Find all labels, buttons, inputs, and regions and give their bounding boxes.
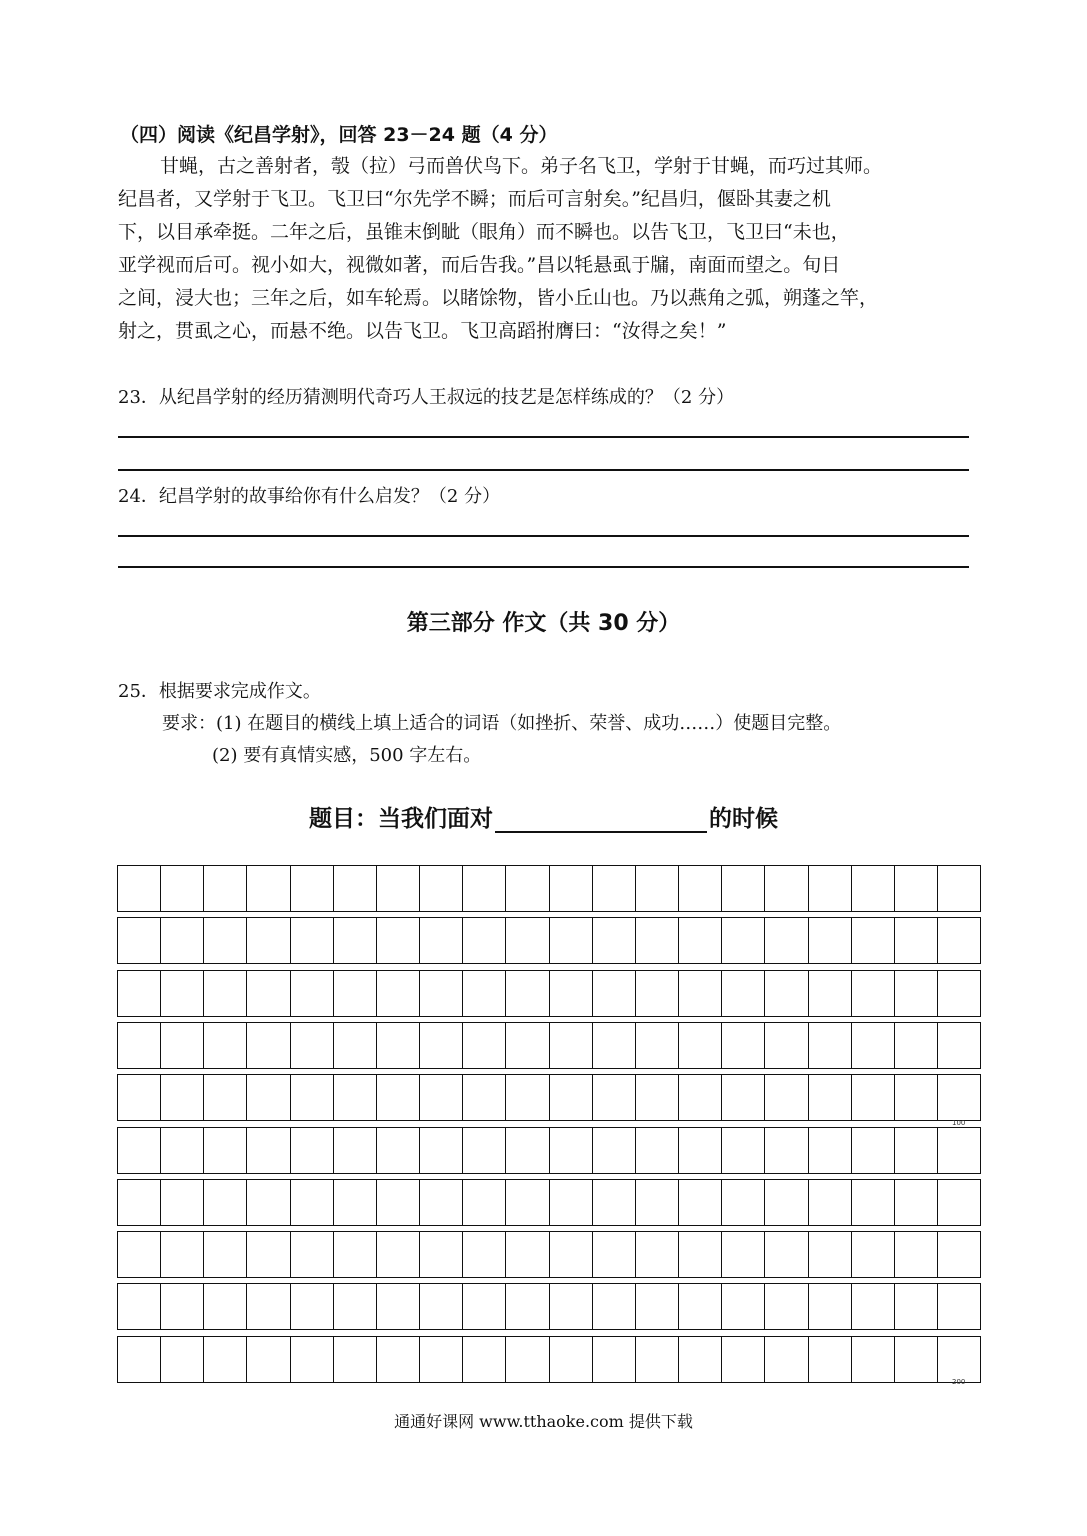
- grid-cell[interactable]: [291, 1180, 334, 1225]
- grid-cell[interactable]: [118, 971, 161, 1016]
- grid-cell[interactable]: [636, 918, 679, 963]
- grid-cell[interactable]: [593, 918, 636, 963]
- grid-cell[interactable]: [895, 1075, 938, 1120]
- section-title: （四）阅读《纪昌学射》，回答 23－24 题（4 分）: [120, 124, 558, 146]
- grid-cell[interactable]: [809, 1284, 852, 1329]
- grid-cell[interactable]: [550, 1284, 593, 1329]
- passage: [118, 150, 973, 348]
- grid-cell[interactable]: [852, 1337, 895, 1382]
- grid-cell[interactable]: [938, 1023, 980, 1068]
- grid-cell[interactable]: [334, 1075, 377, 1120]
- grid-cell[interactable]: [895, 1128, 938, 1173]
- grid-cell[interactable]: [636, 866, 679, 911]
- grid-cell[interactable]: [420, 1128, 463, 1173]
- grid-cell[interactable]: [938, 1075, 980, 1120]
- grid-cell[interactable]: [334, 1284, 377, 1329]
- grid-cell[interactable]: [852, 918, 895, 963]
- grid-cell[interactable]: [809, 971, 852, 1016]
- grid-cell[interactable]: [161, 1023, 204, 1068]
- grid-cell[interactable]: [593, 971, 636, 1016]
- grid-cell[interactable]: [895, 1337, 938, 1382]
- footer: 通通好课网 www.tthaoke.com 提供下载: [394, 1412, 693, 1431]
- grid-cell[interactable]: [593, 1337, 636, 1382]
- grid-cell[interactable]: [722, 1232, 765, 1277]
- grid-cell[interactable]: [506, 918, 549, 963]
- grid-cell[interactable]: [204, 1284, 247, 1329]
- grid-cell[interactable]: [118, 918, 161, 963]
- grid-cell[interactable]: [334, 1023, 377, 1068]
- grid-cell[interactable]: [636, 1128, 679, 1173]
- grid-cell[interactable]: [247, 1337, 290, 1382]
- grid-cell[interactable]: [550, 1337, 593, 1382]
- grid-cell[interactable]: [463, 1075, 506, 1120]
- grid-cell[interactable]: [463, 1180, 506, 1225]
- grid-cell[interactable]: [420, 918, 463, 963]
- grid-row: [117, 1283, 981, 1330]
- grid-cell[interactable]: [809, 1075, 852, 1120]
- grid-cell[interactable]: [593, 866, 636, 911]
- grid-cell[interactable]: [506, 1180, 549, 1225]
- grid-cell[interactable]: [938, 1232, 980, 1277]
- grid-cell[interactable]: [636, 1180, 679, 1225]
- grid-cell[interactable]: [377, 1337, 420, 1382]
- grid-cell[interactable]: [291, 1232, 334, 1277]
- grid-cell[interactable]: [809, 1023, 852, 1068]
- grid-cell[interactable]: [679, 1337, 722, 1382]
- grid-cell[interactable]: [636, 1337, 679, 1382]
- grid-cell[interactable]: [593, 1128, 636, 1173]
- grid-cell[interactable]: [593, 1284, 636, 1329]
- grid-cell[interactable]: [463, 971, 506, 1016]
- essay-title-blank[interactable]: [495, 803, 707, 833]
- grid-row: [117, 1074, 981, 1121]
- grid-cell[interactable]: [291, 1128, 334, 1173]
- grid-cell[interactable]: [420, 866, 463, 911]
- grid-cell[interactable]: [765, 1128, 808, 1173]
- grid-cell[interactable]: [161, 1284, 204, 1329]
- grid-cell[interactable]: [722, 971, 765, 1016]
- grid-cell[interactable]: [377, 1075, 420, 1120]
- grid-cell[interactable]: [679, 1232, 722, 1277]
- grid-cell[interactable]: [247, 1180, 290, 1225]
- grid-cell[interactable]: [291, 1075, 334, 1120]
- grid-cell[interactable]: [420, 971, 463, 1016]
- grid-cell[interactable]: [809, 1232, 852, 1277]
- grid-cell[interactable]: [334, 1180, 377, 1225]
- grid-cell[interactable]: [420, 1023, 463, 1068]
- grid-cell[interactable]: [636, 1232, 679, 1277]
- grid-cell[interactable]: [722, 918, 765, 963]
- grid-cell[interactable]: [204, 1180, 247, 1225]
- grid-cell[interactable]: [420, 1337, 463, 1382]
- grid-cell[interactable]: [852, 1023, 895, 1068]
- grid-cell[interactable]: [679, 918, 722, 963]
- grid-row: [117, 970, 981, 1017]
- grid-cell[interactable]: [247, 1128, 290, 1173]
- grid-cell[interactable]: [377, 866, 420, 911]
- grid-cell[interactable]: [938, 1284, 980, 1329]
- passage-line: 亚学视而后可。视小如大，视微如著，而后告我。”昌以牦悬虱于牖，南面而望之。旬日: [118, 254, 841, 276]
- grid-cell[interactable]: [291, 1337, 334, 1382]
- grid-cell[interactable]: [809, 1180, 852, 1225]
- passage-line: 射之，贯虱之心，而悬不绝。以告飞卫。飞卫高蹈拊膺曰：“汝得之矣！”: [118, 320, 727, 342]
- grid-cell[interactable]: [204, 866, 247, 911]
- grid-cell[interactable]: [334, 1337, 377, 1382]
- grid-cell[interactable]: [679, 1075, 722, 1120]
- grid-cell[interactable]: [247, 1075, 290, 1120]
- grid-cell[interactable]: [938, 1128, 980, 1173]
- grid-cell[interactable]: [550, 1180, 593, 1225]
- grid-cell[interactable]: [204, 1128, 247, 1173]
- grid-cell[interactable]: [852, 866, 895, 911]
- grid-cell[interactable]: [204, 1337, 247, 1382]
- grid-cell[interactable]: [161, 1075, 204, 1120]
- grid-cell[interactable]: [895, 866, 938, 911]
- grid-cell[interactable]: [636, 971, 679, 1016]
- grid-cell[interactable]: [765, 1180, 808, 1225]
- passage-line: 下，以目承牵挺。二年之后，虽锥末倒眦（眼角）而不瞬也。以告飞卫，飞卫曰“未也，: [118, 221, 850, 243]
- grid-cell[interactable]: [506, 1128, 549, 1173]
- grid-cell[interactable]: [852, 1180, 895, 1225]
- grid-cell[interactable]: [291, 1023, 334, 1068]
- grid-cell[interactable]: [204, 1023, 247, 1068]
- grid-cell[interactable]: [593, 1232, 636, 1277]
- grid-row: [117, 1336, 981, 1383]
- passage-line: 之间，浸大也；三年之后，如车轮焉。以睹馀物，皆小丘山也。乃以燕角之弧，朔蓬之竿，: [118, 287, 879, 309]
- grid-cell[interactable]: [550, 1232, 593, 1277]
- grid-cell[interactable]: [463, 918, 506, 963]
- question-25: 25．根据要求完成作文。: [118, 681, 321, 702]
- grid-cell[interactable]: [247, 971, 290, 1016]
- requirement-1: 要求：(1) 在题目的横线上填上适合的词语（如挫折、荣誉、成功……）使题目完整。: [162, 713, 842, 734]
- grid-cell[interactable]: [550, 1128, 593, 1173]
- grid-cell[interactable]: [204, 1232, 247, 1277]
- grid-cell[interactable]: [722, 1284, 765, 1329]
- grid-cell[interactable]: [679, 1180, 722, 1225]
- grid-cell[interactable]: [809, 866, 852, 911]
- grid-cell[interactable]: [506, 971, 549, 1016]
- essay-title-prefix: 题目：当我们面对: [309, 806, 493, 832]
- grid-cell[interactable]: [463, 1128, 506, 1173]
- grid-cell[interactable]: [895, 918, 938, 963]
- grid-row: [117, 917, 981, 964]
- requirement-2: (2) 要有真情实感，500 字左右。: [212, 745, 482, 766]
- grid-cell[interactable]: [895, 1232, 938, 1277]
- part-title: 第三部分 作文（共 30 分）: [406, 611, 681, 636]
- grid-cell[interactable]: [765, 866, 808, 911]
- grid-cell[interactable]: [506, 866, 549, 911]
- grid-cell[interactable]: [291, 866, 334, 911]
- question-23: 23．从纪昌学射的经历猜测明代奇巧人王叔远的技艺是怎样练成的？（2 分）: [118, 387, 735, 408]
- grid-cell[interactable]: [334, 918, 377, 963]
- grid-cell[interactable]: [161, 1128, 204, 1173]
- grid-cell[interactable]: [334, 1232, 377, 1277]
- grid-cell[interactable]: [895, 1284, 938, 1329]
- grid-cell[interactable]: [679, 971, 722, 1016]
- passage-line: 甘蝇，古之善射者，彀（拉）弓而兽伏鸟下。弟子名飞卫，学射于甘蝇，而巧过其师。: [160, 155, 883, 177]
- grid-cell[interactable]: [852, 971, 895, 1016]
- grid-cell[interactable]: [636, 1075, 679, 1120]
- grid-cell[interactable]: [550, 866, 593, 911]
- essay-title-suffix: 的时候: [709, 806, 778, 832]
- grid-cell[interactable]: [204, 1075, 247, 1120]
- grid-cell[interactable]: [118, 866, 161, 911]
- grid-cell[interactable]: [463, 1232, 506, 1277]
- grid-cell[interactable]: [377, 971, 420, 1016]
- grid-cell[interactable]: [118, 1284, 161, 1329]
- grid-cell[interactable]: [722, 1337, 765, 1382]
- grid-cell[interactable]: [247, 1232, 290, 1277]
- grid-cell[interactable]: [895, 971, 938, 1016]
- grid-cell[interactable]: [334, 1128, 377, 1173]
- grid-cell[interactable]: [722, 1075, 765, 1120]
- grid-cell[interactable]: [377, 1284, 420, 1329]
- answer-line[interactable]: [118, 535, 969, 537]
- grid-cell[interactable]: [852, 1232, 895, 1277]
- grid-cell[interactable]: [938, 1337, 980, 1382]
- answer-line[interactable]: [118, 566, 969, 568]
- grid-cell[interactable]: [722, 1023, 765, 1068]
- grid-cell[interactable]: [420, 1232, 463, 1277]
- grid-cell[interactable]: [204, 971, 247, 1016]
- grid-cell[interactable]: [938, 918, 980, 963]
- grid-cell[interactable]: [118, 1180, 161, 1225]
- grid-cell[interactable]: [809, 918, 852, 963]
- grid-cell[interactable]: [679, 1284, 722, 1329]
- grid-cell[interactable]: [377, 1128, 420, 1173]
- grid-cell[interactable]: [506, 1023, 549, 1068]
- grid-cell[interactable]: [765, 1232, 808, 1277]
- grid-cell[interactable]: [463, 1337, 506, 1382]
- grid-cell[interactable]: [636, 1023, 679, 1068]
- grid-cell[interactable]: [247, 866, 290, 911]
- grid-cell[interactable]: [118, 1023, 161, 1068]
- grid-cell[interactable]: [809, 1128, 852, 1173]
- word-count-marker: 200: [952, 1378, 966, 1386]
- grid-cell[interactable]: [765, 1337, 808, 1382]
- grid-cell[interactable]: [506, 1284, 549, 1329]
- grid-row: [117, 1179, 981, 1226]
- grid-cell[interactable]: [593, 1180, 636, 1225]
- grid-cell[interactable]: [938, 1180, 980, 1225]
- answer-line[interactable]: [118, 469, 969, 471]
- grid-cell[interactable]: [204, 918, 247, 963]
- grid-cell[interactable]: [463, 1023, 506, 1068]
- grid-cell[interactable]: [420, 1180, 463, 1225]
- grid-cell[interactable]: [550, 918, 593, 963]
- grid-cell[interactable]: [679, 866, 722, 911]
- question-24: 24．纪昌学射的故事给你有什么启发？（2 分）: [118, 486, 501, 507]
- grid-cell[interactable]: [118, 1075, 161, 1120]
- grid-cell[interactable]: [765, 1284, 808, 1329]
- grid-cell[interactable]: [291, 971, 334, 1016]
- grid-cell[interactable]: [161, 918, 204, 963]
- grid-cell[interactable]: [722, 866, 765, 911]
- grid-cell[interactable]: [161, 1337, 204, 1382]
- grid-cell[interactable]: [722, 1180, 765, 1225]
- grid-cell[interactable]: [895, 1023, 938, 1068]
- grid-row: [117, 1022, 981, 1069]
- answer-line[interactable]: [118, 436, 969, 438]
- grid-cell[interactable]: [334, 971, 377, 1016]
- essay-title: [0, 800, 1087, 833]
- grid-cell[interactable]: [420, 1075, 463, 1120]
- grid-cell[interactable]: [765, 1023, 808, 1068]
- grid-cell[interactable]: [161, 971, 204, 1016]
- grid-cell[interactable]: [679, 1128, 722, 1173]
- grid-cell[interactable]: [334, 866, 377, 911]
- grid-row: [117, 1127, 981, 1174]
- grid-cell[interactable]: [765, 1075, 808, 1120]
- grid-cell[interactable]: [420, 1284, 463, 1329]
- grid-cell[interactable]: [506, 1232, 549, 1277]
- grid-cell[interactable]: [463, 866, 506, 911]
- grid-cell[interactable]: [636, 1284, 679, 1329]
- passage-line: 纪昌者，又学射于飞卫。飞卫曰“尔先学不瞬；而后可言射矣。”纪昌归，偃卧其妻之机: [118, 188, 831, 210]
- grid-cell[interactable]: [291, 918, 334, 963]
- grid-cell[interactable]: [722, 1128, 765, 1173]
- grid-cell[interactable]: [809, 1337, 852, 1382]
- grid-cell[interactable]: [938, 971, 980, 1016]
- grid-cell[interactable]: [377, 1232, 420, 1277]
- grid-row: [117, 1231, 981, 1278]
- grid-cell[interactable]: [765, 918, 808, 963]
- grid-cell[interactable]: [247, 1284, 290, 1329]
- grid-cell[interactable]: [247, 918, 290, 963]
- grid-cell[interactable]: [161, 1180, 204, 1225]
- grid-row: [117, 865, 981, 912]
- grid-cell[interactable]: [291, 1284, 334, 1329]
- grid-cell[interactable]: [550, 971, 593, 1016]
- grid-cell[interactable]: [118, 1337, 161, 1382]
- grid-cell[interactable]: [161, 1232, 204, 1277]
- grid-cell[interactable]: [377, 1023, 420, 1068]
- grid-cell[interactable]: [938, 866, 980, 911]
- grid-cell[interactable]: [593, 1023, 636, 1068]
- grid-cell[interactable]: [765, 971, 808, 1016]
- grid-cell[interactable]: [895, 1180, 938, 1225]
- word-count-marker: 100: [952, 1119, 966, 1127]
- grid-cell[interactable]: [852, 1128, 895, 1173]
- grid-cell[interactable]: [118, 1128, 161, 1173]
- grid-cell[interactable]: [247, 1023, 290, 1068]
- grid-cell[interactable]: [506, 1337, 549, 1382]
- grid-cell[interactable]: [852, 1075, 895, 1120]
- grid-cell[interactable]: [852, 1284, 895, 1329]
- grid-cell[interactable]: [463, 1284, 506, 1329]
- grid-cell[interactable]: [679, 1023, 722, 1068]
- grid-cell[interactable]: [550, 1075, 593, 1120]
- grid-cell[interactable]: [161, 866, 204, 911]
- grid-cell[interactable]: [506, 1075, 549, 1120]
- grid-cell[interactable]: [377, 918, 420, 963]
- grid-cell[interactable]: [118, 1232, 161, 1277]
- grid-cell[interactable]: [593, 1075, 636, 1120]
- grid-cell[interactable]: [550, 1023, 593, 1068]
- grid-cell[interactable]: [377, 1180, 420, 1225]
